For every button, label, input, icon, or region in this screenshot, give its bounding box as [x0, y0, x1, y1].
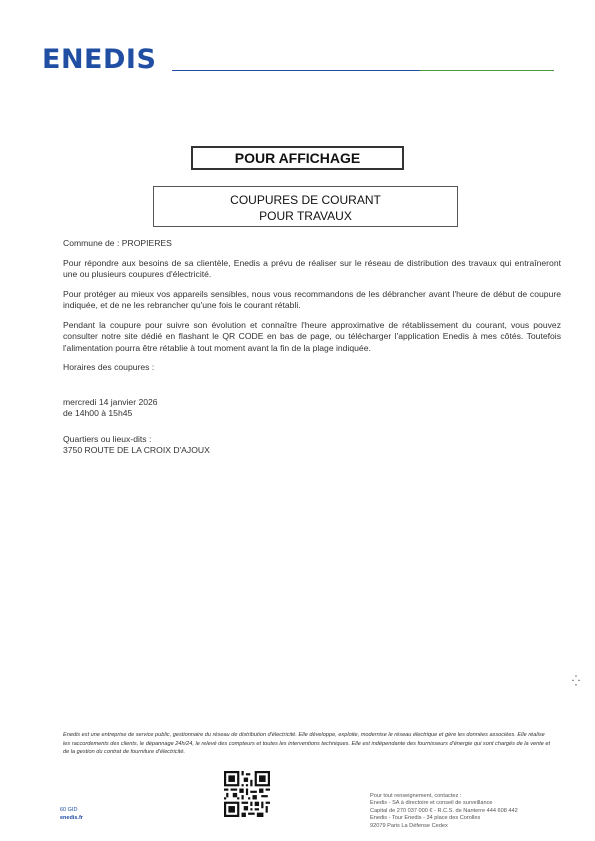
commune: Commune de : PROPIERES [63, 238, 172, 248]
header-rule-accent [420, 70, 554, 71]
notice-subtitle-line2: POUR TRAVAUX [259, 209, 352, 223]
outage-time: de 14h00 à 15h45 [63, 408, 133, 418]
footer-corner [60, 807, 83, 822]
legal-notice: Enedis est une entreprise de service public, gestionnaire du réseau de distribution d'électricité. Elle développe, exploite, modernise le réseau électrique et gère les données associées. Elle réalise les raccordements des clients, le dépannage 24h/24, le relevé des compteurs et toutes les interventions techniques. Elle est indépendante des fournisseurs d'énergie qui sont chargés de la vente et de la gestion du contrat de fourniture d'électricité. [63, 732, 551, 755]
scan-mark: ⁛ [572, 676, 580, 687]
paragraph-intro: Pour répondre aux besoins de sa clientèle, Enedis a prévu de réaliser sur le réseau de distribution des travaux qui entraîneront une ou plusieurs coupures d'électricité. [63, 258, 561, 280]
place-address: 3750 ROUTE DE LA CROIX D'AJOUX [63, 445, 210, 455]
hours-label: Horaires des coupures : [63, 362, 155, 372]
footer-code: 60 GID [60, 807, 78, 813]
paragraph-follow: Pendant la coupure pour suivre son évolution et connaître l'heure approximative de rétablissement du courant, vous pouvez consulter notre site dédié en flashant le QR CODE en bas de page, ou télécharger l'application Enedis à mes côtés. Toutefois l'alimentation pourra être rétablie à tout moment avant la fin de la plage indiquée. [63, 320, 561, 353]
paragraph-protect: Pour protéger au mieux vos appareils sensibles, nous vous recommandons de les débrancher avant l'heure de début de coupure indiquée, et de ne les rebrancher qu'une fois le courant rétabli. [63, 289, 561, 311]
outage-date: mercredi 14 janvier 2026 [63, 397, 158, 407]
footer-website: enedis.fr [60, 814, 83, 821]
company-address: Pour tout renseignement, contactez : Enedis - SA à directoire et conseil de surveillance Capital de 270 037 000 € - R.C.S. de Nanterre 444 608 442 Enedis - Tour Enedis - 34 place des Corolles 92079 Paris La Défense Cedex [370, 793, 518, 829]
enedis-logo: ENEDIS [42, 44, 157, 75]
notice-title-box [191, 146, 404, 170]
notice-title: POUR AFFICHAGE [234, 150, 361, 166]
notice-subtitle-box [153, 186, 458, 227]
qr-code-icon[interactable] [224, 771, 270, 817]
places-label: Quartiers ou lieux-dits : [63, 434, 152, 444]
notice-subtitle-line1: COUPURES DE COURANT [230, 193, 381, 207]
